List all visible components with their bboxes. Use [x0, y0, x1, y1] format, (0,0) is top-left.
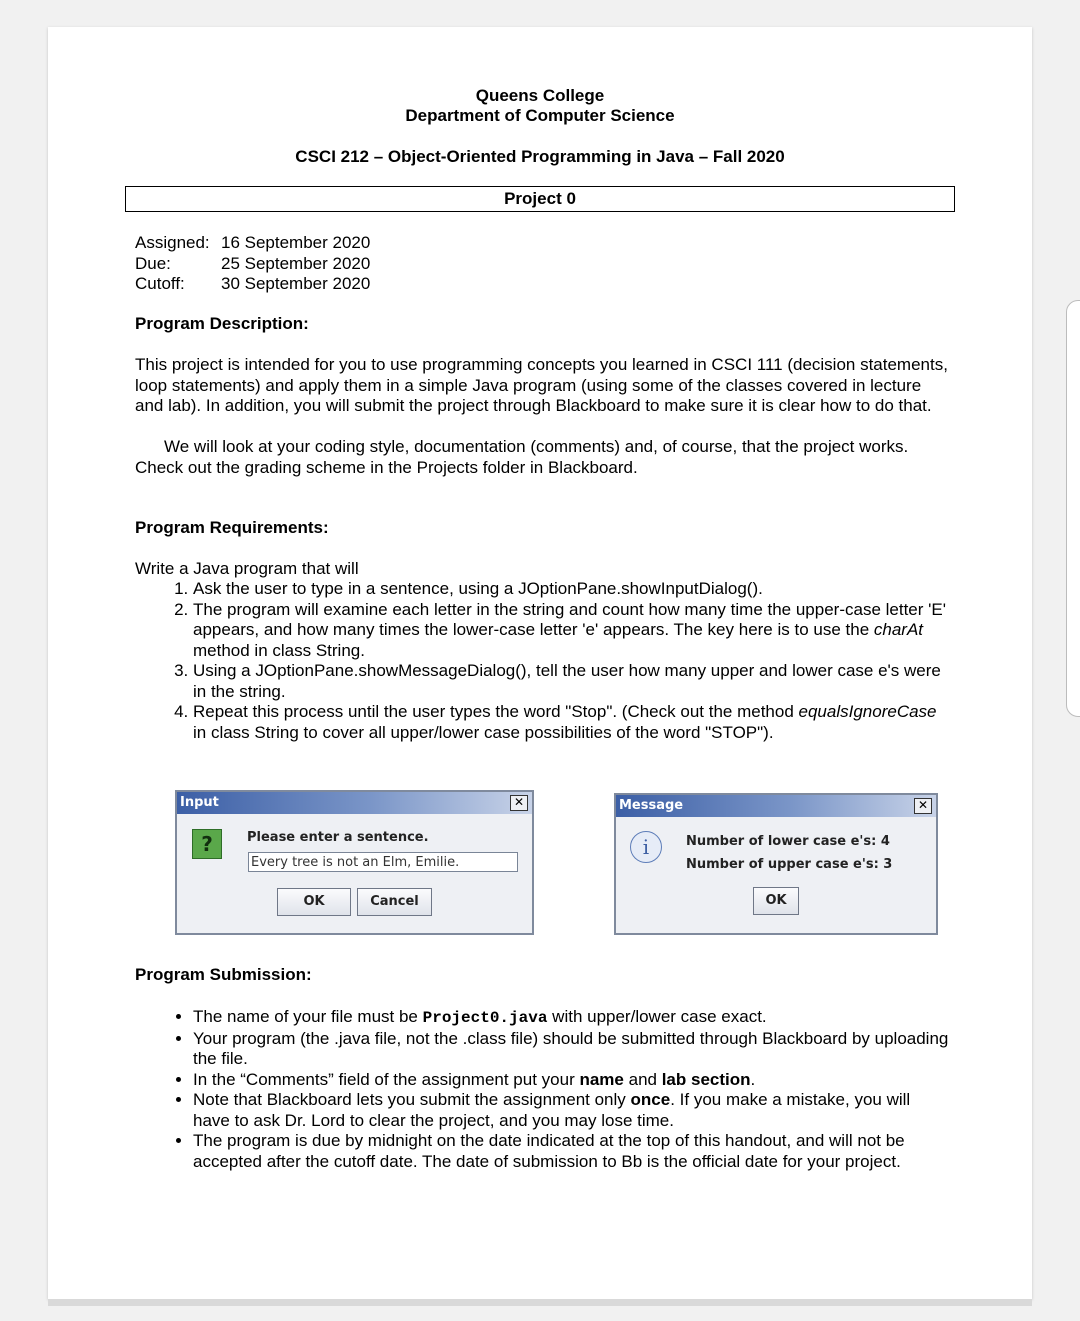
submission-text: . — [750, 1069, 756, 1089]
date-label: Assigned: — [135, 233, 210, 252]
submission-text: with upper/lower case exact. — [547, 1007, 767, 1026]
requirement-text: The program will examine each letter in the string and count how many time the upper-case letter 'E' appears, and how many times the lower-case letter 'e' appears. The key here is to use the — [193, 599, 946, 639]
requirement-item — [193, 579, 950, 600]
submission-text: In the “Comments” field of the assignment put your — [193, 1069, 580, 1089]
requirements-intro: Write a Java program that will — [135, 559, 359, 578]
requirement-item — [193, 600, 950, 662]
ok-button[interactable]: OK — [753, 887, 799, 915]
close-icon[interactable]: ✕ — [510, 795, 528, 811]
course-title: CSCI 212 – Object-Oriented Programming in Java – Fall 2020 — [295, 147, 785, 166]
file-name-code: Project0.java — [422, 1009, 548, 1027]
requirement-text: Repeat this process until the user types the word "Stop". (Check out the method — [193, 702, 799, 721]
date-label: Due: — [135, 253, 171, 273]
date-row-cutoff — [135, 274, 370, 295]
requirement-item — [193, 661, 950, 702]
submission-item — [193, 1090, 950, 1131]
close-icon[interactable]: ✕ — [914, 798, 932, 814]
submission-text: Note that Blackboard lets you submit the assignment only — [193, 1090, 631, 1109]
date-value: 16 September 2020 — [221, 233, 371, 252]
lab-section-emphasis: lab section — [661, 1069, 751, 1089]
scroll-handle[interactable] — [1066, 300, 1080, 717]
description-heading: Program Description: — [135, 314, 309, 333]
department-name: Department of Computer Science — [405, 106, 675, 125]
submission-item — [193, 1131, 950, 1172]
project-title: Project 0 — [125, 186, 955, 212]
description-para-2: We will look at your coding style, documentation (comments) and, of course, that the project works. Check out the grading scheme in the Projects folder in Blackboard. — [135, 437, 909, 477]
input-prompt: Please enter a sentence. — [247, 830, 429, 845]
requirement-item — [193, 702, 950, 743]
date-value: 30 September 2020 — [221, 274, 371, 293]
submission-text: and — [623, 1069, 662, 1089]
submission-list — [135, 1007, 950, 1172]
ok-button[interactable]: OK — [277, 888, 351, 916]
requirement-text: method in class String. — [193, 640, 365, 660]
message-dialog — [614, 793, 938, 935]
upper-count-text: Number of upper case e's: 3 — [686, 857, 893, 872]
dates-block — [135, 233, 370, 295]
charat-term: charAt — [873, 620, 924, 639]
name-emphasis: name — [579, 1069, 624, 1089]
requirement-text: in class String to cover all upper/lower case possibilities of the word "STOP"). — [193, 722, 774, 742]
requirement-text: Ask the user to type in a sentence, using a JOptionPane.showInputDialog(). — [193, 579, 763, 598]
date-value: 25 September 2020 — [221, 253, 371, 273]
description-para-1: This project is intended for you to use programming concepts you learned in CSCI 111 (decision statements, loop statements) and apply them in a simple Java program (using some of the classes covered in lecture and lab). In addition, you will submit the project through Blackboard to make sure it is clear how to do that. — [135, 355, 948, 415]
date-label: Cutoff: — [135, 274, 185, 293]
input-dialog-title: Input — [177, 792, 532, 814]
submission-item — [193, 1029, 950, 1070]
requirements-list — [135, 579, 950, 743]
info-icon: i — [630, 831, 662, 863]
cancel-button[interactable]: Cancel — [357, 888, 432, 916]
submission-item — [193, 1007, 950, 1029]
submission-item — [193, 1070, 950, 1091]
submission-text: The program is due by midnight on the date indicated at the top of this handout, and will not be accepted after the cutoff date. The date of submission to Bb is the official date for your project. — [193, 1131, 905, 1171]
requirement-text: Using a JOptionPane.showMessageDialog(), tell the user how many upper and lower case e's were in the string. — [193, 661, 941, 701]
requirements-heading: Program Requirements: — [135, 518, 329, 537]
submission-text: . If you make a mistake, you will have to ask Dr. Lord to clear the project, and you may lose time. — [193, 1090, 911, 1130]
lower-count-text: Number of lower case e's: 4 — [686, 834, 890, 849]
question-icon: ? — [192, 829, 222, 859]
page-bottom-edge — [48, 1299, 1032, 1306]
date-row-assigned — [135, 233, 370, 254]
input-dialog — [175, 790, 534, 935]
once-emphasis: once — [630, 1090, 671, 1109]
message-dialog-title: Message — [616, 795, 936, 817]
submission-text: Your program (the .java file, not the .class file) should be submitted through Blackboard by uploading the file. — [193, 1028, 949, 1068]
submission-text: The name of your file must be — [193, 1007, 423, 1026]
sentence-input[interactable]: Every tree is not an Elm, Emilie. — [248, 852, 518, 872]
equalsignorecase-term: equalsIgnoreCase — [798, 702, 937, 721]
submission-heading: Program Submission: — [135, 965, 312, 984]
date-row-due — [135, 254, 370, 275]
college-name: Queens College — [475, 86, 605, 105]
